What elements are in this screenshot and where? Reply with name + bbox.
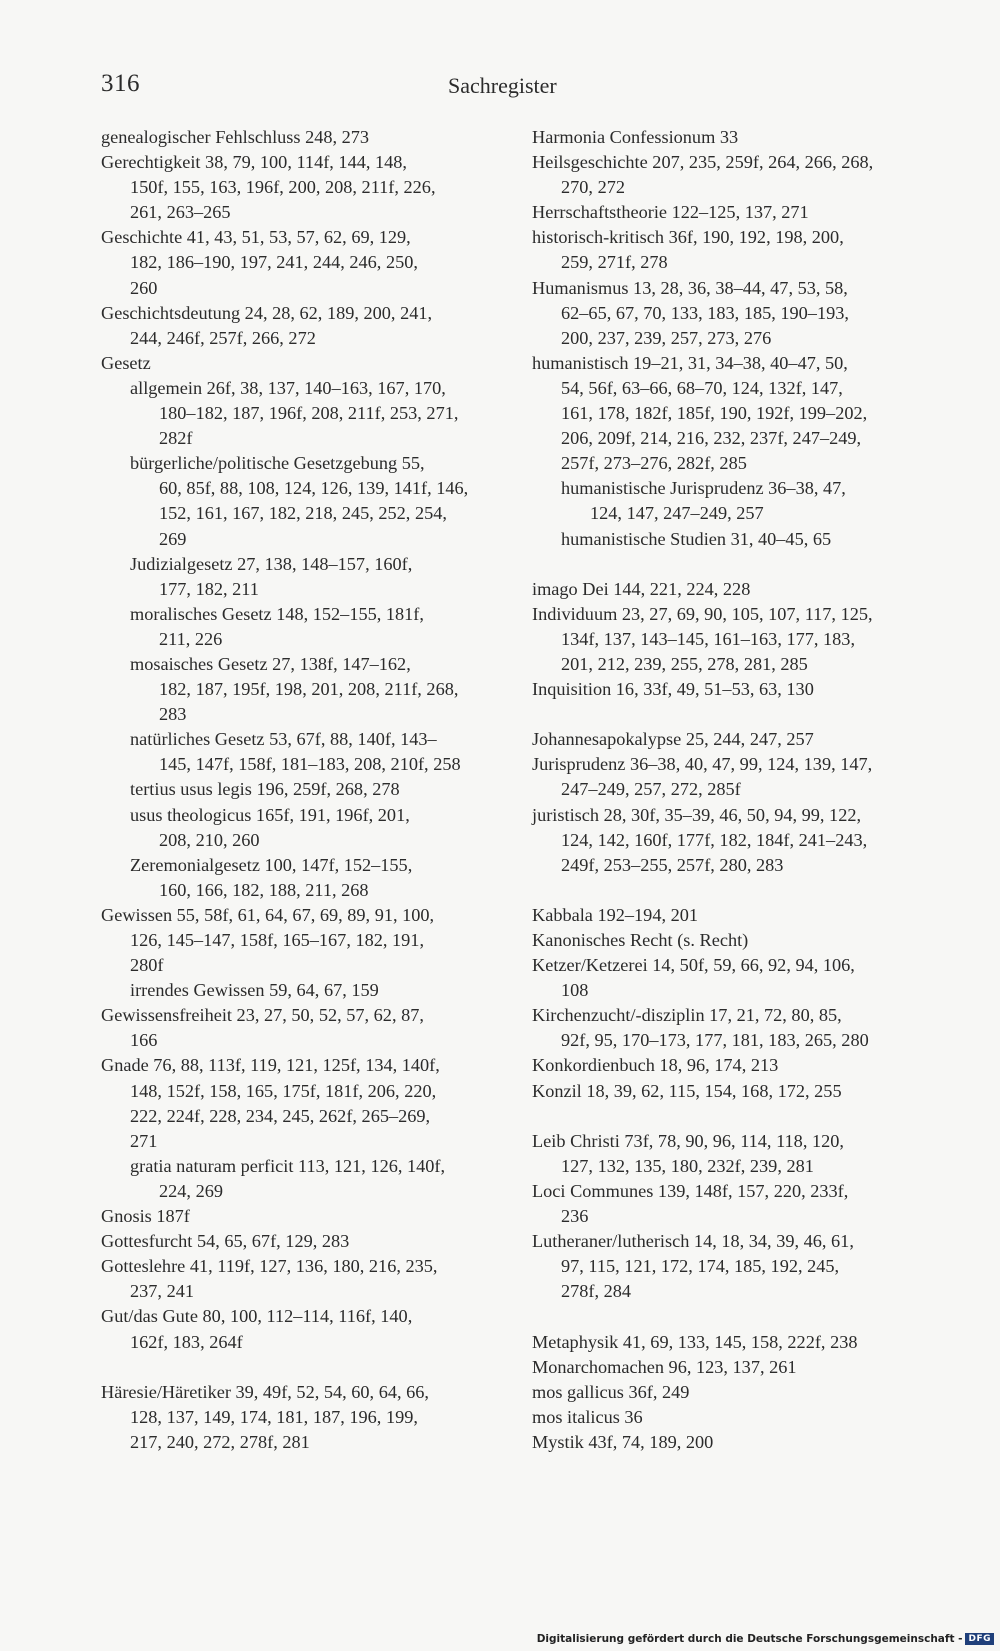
index-subentry [101, 451, 486, 551]
entry-line: Konzil 18, 39, 62, 115, 154, 168, 172, 255 [532, 1080, 842, 1101]
index-entry [532, 1229, 917, 1304]
entry-line: 162f, 183, 264f [130, 1331, 243, 1352]
entry-line: imago Dei 144, 221, 224, 228 [532, 578, 751, 599]
entry-line: 236 [561, 1206, 589, 1227]
entry-line: 166 [130, 1030, 158, 1051]
index-entry [101, 1003, 486, 1053]
index-subentry [101, 777, 486, 802]
index-subentry [101, 727, 486, 777]
index-entry [101, 903, 486, 978]
entry-line: 177, 182, 211 [159, 578, 259, 599]
entry-line: usus theologicus 165f, 191, 196f, 201, [130, 804, 410, 825]
entry-line: Gotteslehre 41, 119f, 127, 136, 180, 216, 235, [101, 1256, 438, 1277]
index-entry [532, 1405, 917, 1430]
entry-line: 217, 240, 272, 278f, 281 [130, 1431, 310, 1452]
index-entry [101, 1229, 486, 1254]
index-entry [101, 125, 486, 150]
index-entry [101, 150, 486, 225]
entry-line: 259, 271f, 278 [561, 252, 668, 273]
entry-line: Jurisprudenz 36–38, 40, 47, 99, 124, 139, 147, [532, 754, 873, 775]
entry-line: Kirchenzucht/-disziplin 17, 21, 72, 80, 85, [532, 1005, 842, 1026]
entry-line: Kanonisches Recht (s. Recht) [532, 930, 749, 950]
entry-line: Inquisition 16, 33f, 49, 51–53, 63, 130 [532, 679, 814, 700]
entry-line: Gut/das Gute 80, 100, 112–114, 116f, 140, [101, 1306, 413, 1327]
entry-line: 222, 224f, 228, 234, 245, 262f, 265–269, [130, 1105, 431, 1126]
index-entry [532, 200, 917, 225]
entry-line: 208, 210, 260 [159, 829, 260, 850]
index-column-right [532, 125, 917, 1455]
entry-line: Zeremonialgesetz 100, 147f, 152–155, [130, 854, 413, 875]
entry-line: 161, 178, 182f, 185f, 190, 192f, 199–202, [561, 403, 868, 424]
entry-line: 257f, 273–276, 282f, 285 [561, 453, 747, 474]
entry-line: 160, 166, 182, 188, 211, 268 [159, 879, 369, 900]
entry-line: 150f, 155, 163, 196f, 200, 208, 211f, 226, [130, 177, 436, 198]
index-entry [101, 1053, 486, 1153]
entry-line: allgemein 26f, 38, 137, 140–163, 167, 170, [130, 377, 446, 398]
footer [537, 1633, 994, 1645]
entry-line: 247–249, 257, 272, 285f [561, 779, 741, 800]
index-entry [101, 1304, 486, 1354]
entry-line: Geschichte 41, 43, 51, 53, 57, 62, 69, 129, [101, 227, 411, 248]
entry-line: humanistische Studien 31, 40–45, 65 [561, 528, 832, 549]
letter-group-spacer [532, 1104, 917, 1129]
entry-line: Konkordienbuch 18, 96, 174, 213 [532, 1055, 779, 1076]
entry-line: 260 [130, 277, 158, 298]
entry-line: historisch-kritisch 36f, 190, 192, 198, 200, [532, 227, 844, 248]
entry-line: Kabbala 192–194, 201 [532, 904, 699, 925]
entry-line: Lutheraner/lutherisch 14, 18, 34, 39, 46, 61, [532, 1231, 854, 1252]
index-subentry [101, 853, 486, 903]
entry-line: 249f, 253–255, 257f, 280, 283 [561, 854, 784, 875]
entry-line: 269 [159, 528, 187, 549]
entry-line: tertius usus legis 196, 259f, 268, 278 [130, 779, 400, 800]
index-entry [532, 1079, 917, 1104]
entry-line: 97, 115, 121, 172, 174, 185, 192, 245, [561, 1256, 840, 1277]
entry-line: Harmonia Confessionum 33 [532, 127, 739, 147]
letter-group-spacer [532, 552, 917, 577]
page-number: 316 [101, 70, 140, 97]
entry-line: 261, 263–265 [130, 202, 231, 223]
entry-line: gratia naturam perficit 113, 121, 126, 140f, [130, 1155, 446, 1176]
index-entry [532, 1380, 917, 1405]
index-entry [532, 1330, 917, 1355]
index-entry [101, 1204, 486, 1229]
entry-line: Häresie/Häretiker 39, 49f, 52, 54, 60, 64, 66, [101, 1381, 429, 1402]
entry-line: Gewissen 55, 58f, 61, 64, 67, 69, 89, 91, 100, [101, 904, 435, 925]
dfg-logo: DFG [965, 1633, 994, 1645]
index-entry [532, 727, 917, 752]
entry-line: Leib Christi 73f, 78, 90, 96, 114, 118, 120, [532, 1130, 844, 1151]
entry-line: 201, 212, 239, 255, 278, 281, 285 [561, 653, 808, 674]
entry-line: 200, 237, 239, 257, 273, 276 [561, 327, 772, 348]
entry-line: 128, 137, 149, 174, 181, 187, 196, 199, [130, 1406, 418, 1427]
entry-line: Ketzer/Ketzerei 14, 50f, 59, 66, 92, 94, 106, [532, 955, 855, 976]
index-entry [532, 225, 917, 275]
index-entry [532, 677, 917, 702]
entry-line: moralisches Gesetz 148, 152–155, 181f, [130, 603, 424, 624]
index-entry [532, 1003, 917, 1053]
entry-line: 108 [561, 980, 589, 1001]
index-entry [101, 1380, 486, 1455]
entry-line: 280f [130, 955, 164, 976]
entry-line: mos gallicus 36f, 249 [532, 1381, 690, 1402]
entry-line: 224, 269 [159, 1180, 223, 1201]
entry-line: Monarchomachen 96, 123, 137, 261 [532, 1356, 797, 1377]
running-head: Sachregister [448, 73, 557, 98]
index-column-left [101, 125, 486, 1455]
entry-line: 152, 161, 167, 182, 218, 245, 252, 254, [159, 503, 447, 524]
letter-group-spacer [101, 1355, 486, 1380]
index-entry [101, 351, 486, 376]
entry-line: Gnade 76, 88, 113f, 119, 121, 125f, 134, 140f, [101, 1055, 440, 1076]
letter-group-spacer [532, 1304, 917, 1329]
index-entry [532, 577, 917, 602]
entry-line: 124, 142, 160f, 177f, 182, 184f, 241–243, [561, 829, 868, 850]
entry-line: 283 [159, 704, 187, 725]
index-entry [101, 1254, 486, 1304]
entry-line: irrendes Gewissen 59, 64, 67, 159 [130, 980, 379, 1001]
index-entry [532, 903, 917, 928]
index-subentry [532, 527, 917, 552]
entry-line: 271 [130, 1130, 158, 1151]
entry-line: genealogischer Fehlschluss 248, 273 [101, 127, 370, 147]
entry-line: 270, 272 [561, 177, 625, 198]
entry-line: 126, 145–147, 158f, 165–167, 182, 191, [130, 930, 425, 950]
entry-line: 54, 56f, 63–66, 68–70, 124, 132f, 147, [561, 377, 843, 398]
index-entry [532, 125, 917, 150]
index-entry [532, 752, 917, 802]
entry-line: bürgerliche/politische Gesetzgebung 55, [130, 453, 425, 474]
index-subentry [101, 1154, 486, 1204]
index-entry [532, 928, 917, 953]
entry-line: Johannesapokalypse 25, 244, 247, 257 [532, 729, 814, 750]
index-subentry [101, 602, 486, 652]
entry-line: 145, 147f, 158f, 181–183, 208, 210f, 258 [159, 754, 461, 775]
entry-line: Gerechtigkeit 38, 79, 100, 114f, 144, 148, [101, 152, 407, 173]
index-entry [532, 1053, 917, 1078]
entry-line: juristisch 28, 30f, 35–39, 46, 50, 94, 99, 122, [532, 804, 862, 825]
entry-line: Judizialgesetz 27, 138, 148–157, 160f, [130, 553, 413, 574]
entry-line: Mystik 43f, 74, 189, 200 [532, 1431, 714, 1452]
entry-line: 282f [159, 428, 193, 449]
index-entry [532, 1129, 917, 1179]
entry-line: 92f, 95, 170–173, 177, 181, 183, 265, 280 [561, 1030, 869, 1051]
index-entry [532, 1430, 917, 1455]
entry-line: humanistisch 19–21, 31, 34–38, 40–47, 50, [532, 352, 848, 373]
entry-line: mosaisches Gesetz 27, 138f, 147–162, [130, 653, 411, 674]
index-entry [532, 803, 917, 878]
index-subentry [101, 803, 486, 853]
index-entry [532, 602, 917, 677]
index-entry [101, 225, 486, 300]
index-subentry [101, 978, 486, 1003]
index-entry [532, 351, 917, 476]
entry-line: Heilsgeschichte 207, 235, 259f, 264, 266, 268, [532, 152, 874, 173]
index-entry [532, 1355, 917, 1380]
entry-line: Individuum 23, 27, 69, 90, 105, 107, 117, 125, [532, 603, 873, 624]
index-entry [532, 276, 917, 351]
index-subentry [101, 652, 486, 727]
entry-line: 182, 186–190, 197, 241, 244, 246, 250, [130, 252, 418, 273]
entry-line: Geschichtsdeutung 24, 28, 62, 189, 200, 241, [101, 302, 433, 323]
index-entry [532, 150, 917, 200]
entry-line: 127, 132, 135, 180, 232f, 239, 281 [561, 1155, 814, 1176]
index-subentry [101, 552, 486, 602]
entry-line: Gnosis 187f [101, 1206, 190, 1227]
entry-line: 148, 152f, 158, 165, 175f, 181f, 206, 220, [130, 1080, 437, 1101]
index-subentry [101, 376, 486, 451]
entry-line: 180–182, 187, 196f, 208, 211f, 253, 271, [159, 403, 459, 424]
entry-line: 211, 226 [159, 628, 223, 649]
entry-line: 244, 246f, 257f, 266, 272 [130, 327, 316, 348]
entry-line: 206, 209f, 214, 216, 232, 237f, 247–249, [561, 428, 862, 449]
entry-line: 237, 241 [130, 1281, 194, 1302]
entry-line: Gewissensfreiheit 23, 27, 50, 52, 57, 62, 87, [101, 1005, 424, 1026]
entry-line: 182, 187, 195f, 198, 201, 208, 211f, 268, [159, 679, 459, 700]
letter-group-spacer [532, 878, 917, 903]
index-entry [532, 953, 917, 1003]
entry-line: Metaphysik 41, 69, 133, 145, 158, 222f, 238 [532, 1331, 858, 1352]
entry-line: Gottesfurcht 54, 65, 67f, 129, 283 [101, 1231, 350, 1252]
entry-line: Humanismus 13, 28, 36, 38–44, 47, 53, 58, [532, 277, 848, 298]
index-entry [101, 301, 486, 351]
entry-line: 60, 85f, 88, 108, 124, 126, 139, 141f, 146, [159, 478, 469, 499]
entry-line: Gesetz [101, 352, 151, 373]
entry-line: humanistische Jurisprudenz 36–38, 47, [561, 478, 846, 499]
index-entry [532, 1179, 917, 1229]
entry-line: 134f, 137, 143–145, 161–163, 177, 183, [561, 628, 856, 649]
letter-group-spacer [532, 702, 917, 727]
entry-line: 62–65, 67, 70, 133, 183, 185, 190–193, [561, 302, 849, 323]
entry-line: natürliches Gesetz 53, 67f, 88, 140f, 143– [130, 729, 437, 750]
footer-credit: Digitalisierung gefördert durch die Deutsche Forschungsgemeinschaft - [536, 1633, 963, 1645]
index-subentry [532, 476, 917, 526]
entry-line: 124, 147, 247–249, 257 [590, 503, 764, 524]
entry-line: Loci Communes 139, 148f, 157, 220, 233f, [532, 1180, 849, 1201]
entry-line: 278f, 284 [561, 1281, 632, 1302]
entry-line: mos italicus 36 [532, 1406, 643, 1427]
entry-line: Herrschaftstheorie 122–125, 137, 271 [532, 202, 809, 223]
